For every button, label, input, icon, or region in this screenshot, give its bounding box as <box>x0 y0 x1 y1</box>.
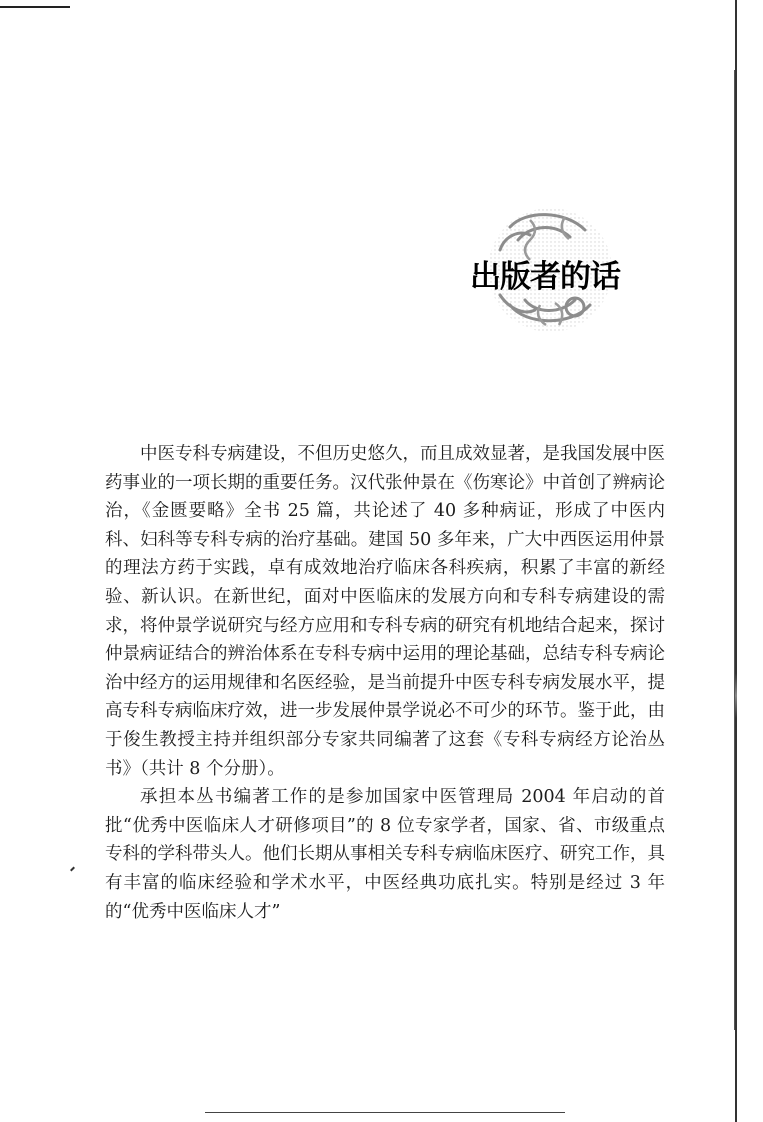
scan-edge-top <box>0 6 70 8</box>
stray-mark <box>70 867 75 872</box>
paragraph: 中医专科专病建设，不但历史悠久，而且成效显著，是我国发展中医药事业的一项长期的重要任务。汉代张仲景在《伤寒论》中首创了辨病论治，《金匮要略》全书 25 篇，共论述了 40 多种病证，形成了中医内科、妇科等专科专病的治疗基础。建国 50 多年来，广大中西医运用仲景的理法方药于实践，卓有成效地治疗临床各科疾病，积累了丰富的新经验、新认识。在新世纪，面对中医临床的发展方向和专科专病建设的需求，将仲景学说研究与经方应用和专科专病的研究有机地结合起来，探讨仲景病证结合的辨治体系在专科专病中运用的理论基础，总结专科专病论治中经方的运用规律和名医经验，是当前提升中医专科专病发展水平，提高专科专病临床疗效，进一步发展仲景学说必不可少的环节。鉴于此，由于俊生教授主持并组织部分专家共同编著了这套《专科专病经方论治丛书》（共计 8 个分册）。 <box>105 444 665 779</box>
paragraph: 承担本丛书编著工作的是参加国家中医管理局 2004 年启动的首批“优秀中医临床人才研修项目”的 8 位专家学者，国家、省、市级重点专科的学科带头人。他们长期从事相关专科专病临床医疗、研究工作，具有丰富的临床经验和学术水平，中医经典功底扎实。特别是经过 3 年的“优秀中医临床人才” <box>105 787 665 922</box>
scan-edge-right <box>735 0 737 1122</box>
scan-edge-bottom <box>205 1112 565 1113</box>
scan-edge-right-inner <box>734 70 735 1030</box>
page-heading: 出版者的话 <box>470 259 620 295</box>
heading-block <box>470 205 630 335</box>
body-text <box>105 440 665 926</box>
